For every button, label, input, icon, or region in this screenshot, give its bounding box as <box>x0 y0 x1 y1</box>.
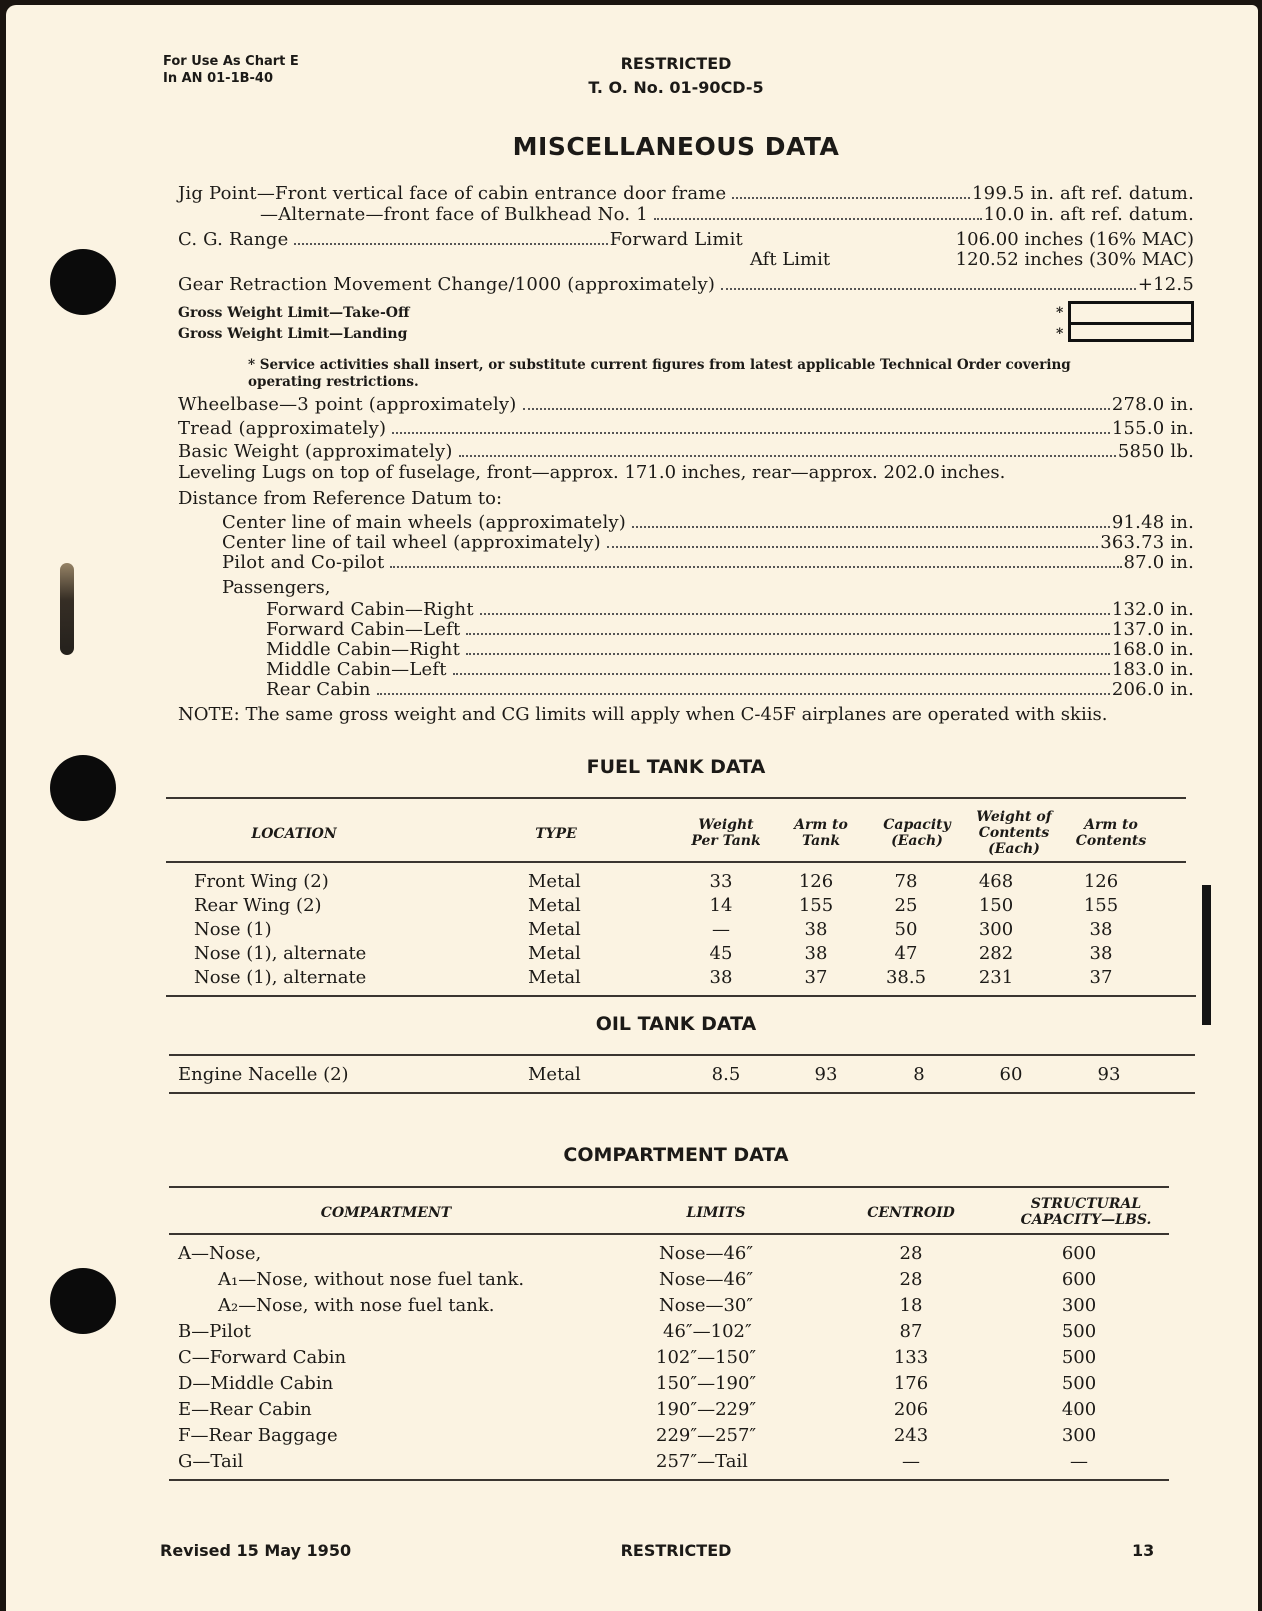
table-rule <box>166 861 1186 863</box>
dot-leader <box>453 673 1110 675</box>
chart-reference <box>163 53 299 87</box>
dot-leader <box>377 693 1110 695</box>
gross-landing-marker: * <box>1056 326 1064 342</box>
tread-label: Tread (approximately) <box>178 418 387 439</box>
col-header-structural-capacity: STRUCTURAL CAPACITY—LBS. <box>1020 1196 1152 1228</box>
dot-leader <box>466 633 1109 635</box>
jig-point-label: Jig Point—Front vertical face of cabin entrance door frame <box>178 183 727 204</box>
revision-date: Revised 15 May 1950 <box>160 1541 352 1560</box>
dot-leader <box>466 653 1110 655</box>
leveling-lugs: Leveling Lugs on top of fuselage, front—approx. 171.0 inches, rear—approx. 202.0 inches. <box>178 462 1006 483</box>
dot-leader <box>732 197 970 199</box>
gross-takeoff-label: Gross Weight Limit—Take-Off <box>178 305 410 321</box>
gross-landing-label: Gross Weight Limit—Landing <box>178 326 408 342</box>
footnote-line1: * Service activities shall insert, or substitute current figures from latest applicable Technical Order covering <box>248 357 1071 373</box>
dot-leader <box>392 432 1110 434</box>
table-rule <box>166 797 1186 799</box>
oil-tank-title: OIL TANK DATA <box>595 1013 757 1035</box>
cg-aft-value: 120.52 inches (30% MAC) <box>955 249 1194 270</box>
footnote-line2: operating restrictions. <box>248 374 419 390</box>
distance-heading: Distance from Reference Datum to: <box>178 488 503 509</box>
passenger-row: Forward Cabin—Right 132.0 in. <box>266 599 1194 620</box>
cg-forward-label: Forward Limit <box>609 229 743 250</box>
punch-hole <box>50 249 116 315</box>
jig-point-value: 199.5 in. aft ref. datum. <box>972 183 1194 204</box>
main-wheels-row <box>222 512 1194 533</box>
main-wheels-value: 91.48 in. <box>1111 512 1194 533</box>
table-rule <box>169 1092 1195 1094</box>
header-center <box>506 52 846 100</box>
ink-stain <box>60 563 74 655</box>
passengers-heading: Passengers, <box>222 577 331 598</box>
passenger-row: Middle Cabin—Left 183.0 in. <box>266 659 1194 680</box>
punch-hole <box>50 755 116 821</box>
gross-takeoff-marker: * <box>1056 305 1064 321</box>
dot-leader <box>294 243 607 245</box>
cg-forward-value: 106.00 inches (16% MAC) <box>955 229 1194 250</box>
pilot-value: 87.0 in. <box>1123 552 1194 573</box>
gross-landing-field[interactable] <box>1068 321 1194 342</box>
jig-point-row <box>178 183 1194 204</box>
main-wheels-label: Center line of main wheels (approximately) <box>222 512 627 533</box>
table-rule <box>169 1479 1169 1481</box>
table-rule <box>166 995 1196 997</box>
jig-alternate-label: —Alternate—front face of Bulkhead No. 1 <box>260 204 648 225</box>
dot-leader <box>480 613 1110 615</box>
col-header-arm-contents: Arm to Contents <box>1075 817 1147 849</box>
basic-weight-label: Basic Weight (approximately) <box>178 441 453 462</box>
col-header-compartment: COMPARTMENT <box>320 1205 452 1221</box>
passenger-row: Middle Cabin—Right 168.0 in. <box>266 639 1194 660</box>
tread-row <box>178 418 1194 439</box>
col-header-limits: LIMITS <box>686 1205 746 1221</box>
gear-retraction-value: +12.5 <box>1137 274 1194 295</box>
col-header-arm-to-tank: Arm to Tank <box>794 817 848 849</box>
table-rule <box>169 1186 1169 1188</box>
wheelbase-value: 278.0 in. <box>1111 394 1194 415</box>
passenger-row: Rear Cabin 206.0 in. <box>266 679 1194 700</box>
chart-reference-line2: In AN 01-1B-40 <box>163 71 274 86</box>
jig-alternate-value: 10.0 in. aft ref. datum. <box>983 204 1194 225</box>
dot-leader <box>390 566 1121 568</box>
footer-classification: RESTRICTED <box>620 1541 732 1560</box>
cg-aft-label: Aft Limit <box>750 249 831 270</box>
basic-weight-row <box>178 441 1194 462</box>
to-number: T. O. No. 01-90CD-5 <box>588 78 764 97</box>
table-rule <box>169 1054 1195 1056</box>
table-rule <box>169 1233 1169 1235</box>
tail-wheel-label: Center line of tail wheel (approximately) <box>222 532 601 553</box>
dot-leader <box>459 455 1116 457</box>
col-header-capacity: Capacity (Each) <box>883 817 951 849</box>
dot-leader <box>523 408 1110 410</box>
cg-range-label: C. G. Range <box>178 229 289 250</box>
wheelbase-label: Wheelbase—3 point (approximately) <box>178 394 517 415</box>
col-header-type: TYPE <box>535 826 577 842</box>
jig-alternate-row <box>260 204 1194 225</box>
cg-range-row <box>178 229 743 250</box>
punch-hole <box>50 1268 116 1334</box>
document-page: For Use As Chart E In AN 01-1B-40 RESTRICTED T. O. No. 01-90CD-5 MISCELLANEOUS DATA Jig Point—Front vertical face of cabin entrance door frame 199.5 in. aft ref. datum. —Alternate—front face of Bulkhead No. 1 10.0 in. aft ref. datum. C. G. Range Forward Limit 106.00 inches (16% MAC) Aft Limit 120.52 inches (30% MAC) Gear Retraction Movement Change/1000 (approximately) +12.5 Gross Weight Limit—Take-Off * Gross Weight Limit—Landing * * Service activities shall insert, or substitute current figures from latest applicable Technical Order covering operating restrictions. Wheelbase—3 point (approximately) 278.0 in. Tread (approximately) 155.0 in. Basic Weight (approximately) 5850 lb. Leveling Lugs on top of fuselage, front—approx. 171.0 inches, rear—approx. 202.0 inches. Distance from Reference Datum to: Center line of main wheels (approximately) 91.48 in. Center line of tail wheel (approximately) 363.73 in. Pilot and Co-pilot 87.0 in. Passengers, Forward Cabin—Right 132.0 in. Forward Cabin—Left 137.0 in. Middle Cabin—Right 168.0 in. Middle Cabin—Left 183.0 in. Rear Cabin 206.0 in. NOTE: The same gross weight and CG limits will apply when C-45F airplanes are operated with skiis. FUEL TANK DATA LOCATION TYPE Weight Per Tank Arm to Tank Capacity (Each) Weight of Contents (Each) Arm to Contents Front Wing (2) Metal 33 126 78 468 126 Rear Wing (2) Metal 14 155 25 150 155 Nose (1) Metal — 38 50 300 38 Nose (1), alternate Metal 45 38 47 282 38 Nose (1), alternate Metal 38 37 38.5 231 37 OIL TANK DATA Engine Nacelle (2) Metal 8.5 93 8 60 93 COMPARTMENT DATA COMPARTMENT LIMITS CENTROID STRUCTURAL CAPACITY—LBS. A—Nose, Nose—46″ 28 600 A₁—Nose, without nose fuel tank. Nose—46″ 28 600 A₂—Nose, with nose fuel tank. Nose—30″ 18 300 B—Pilot 46″—102″ 87 500 C—Forward Cabin 102″—150″ 133 500 D—Middle Cabin 150″—190″ 176 500 E—Rear Cabin 190″—229″ 206 400 F—Rear Baggage 229″—257″ 243 300 G—Tail 257″—Tail — — Revised 15 May 1950 RESTRICTED 13 <box>6 5 1258 1611</box>
page-number: 13 <box>1132 1541 1155 1560</box>
tread-value: 155.0 in. <box>1111 418 1194 439</box>
dot-leader <box>654 218 982 220</box>
header-classification: RESTRICTED <box>620 54 732 73</box>
passenger-row: Forward Cabin—Left 137.0 in. <box>266 619 1194 640</box>
fuel-tank-title: FUEL TANK DATA <box>586 756 766 778</box>
change-bar <box>1202 885 1211 1025</box>
chart-reference-line1: For Use As Chart E <box>163 54 299 69</box>
pilot-label: Pilot and Co-pilot <box>222 552 385 573</box>
footnote <box>248 357 1108 391</box>
dot-leader <box>607 546 1098 548</box>
pilot-row <box>222 552 1194 573</box>
col-header-location: LOCATION <box>251 826 337 842</box>
col-header-weight-per-tank: Weight Per Tank <box>691 817 761 849</box>
compartment-title: COMPARTMENT DATA <box>563 1144 789 1166</box>
gear-retraction-label: Gear Retraction Movement Change/1000 (approximately) <box>178 274 716 295</box>
col-header-weight-contents: Weight of Contents (Each) <box>976 809 1052 857</box>
gear-retraction-row <box>178 274 1194 295</box>
tail-wheel-row <box>222 532 1194 553</box>
page-title: MISCELLANEOUS DATA <box>512 132 840 161</box>
dot-leader <box>721 288 1136 290</box>
col-header-centroid: CENTROID <box>867 1205 955 1221</box>
dot-leader <box>632 526 1110 528</box>
tail-wheel-value: 363.73 in. <box>1100 532 1194 553</box>
wheelbase-row <box>178 394 1194 415</box>
note: NOTE: The same gross weight and CG limits will apply when C-45F airplanes are operated with skiis. <box>178 704 1108 725</box>
basic-weight-value: 5850 lb. <box>1117 441 1194 462</box>
